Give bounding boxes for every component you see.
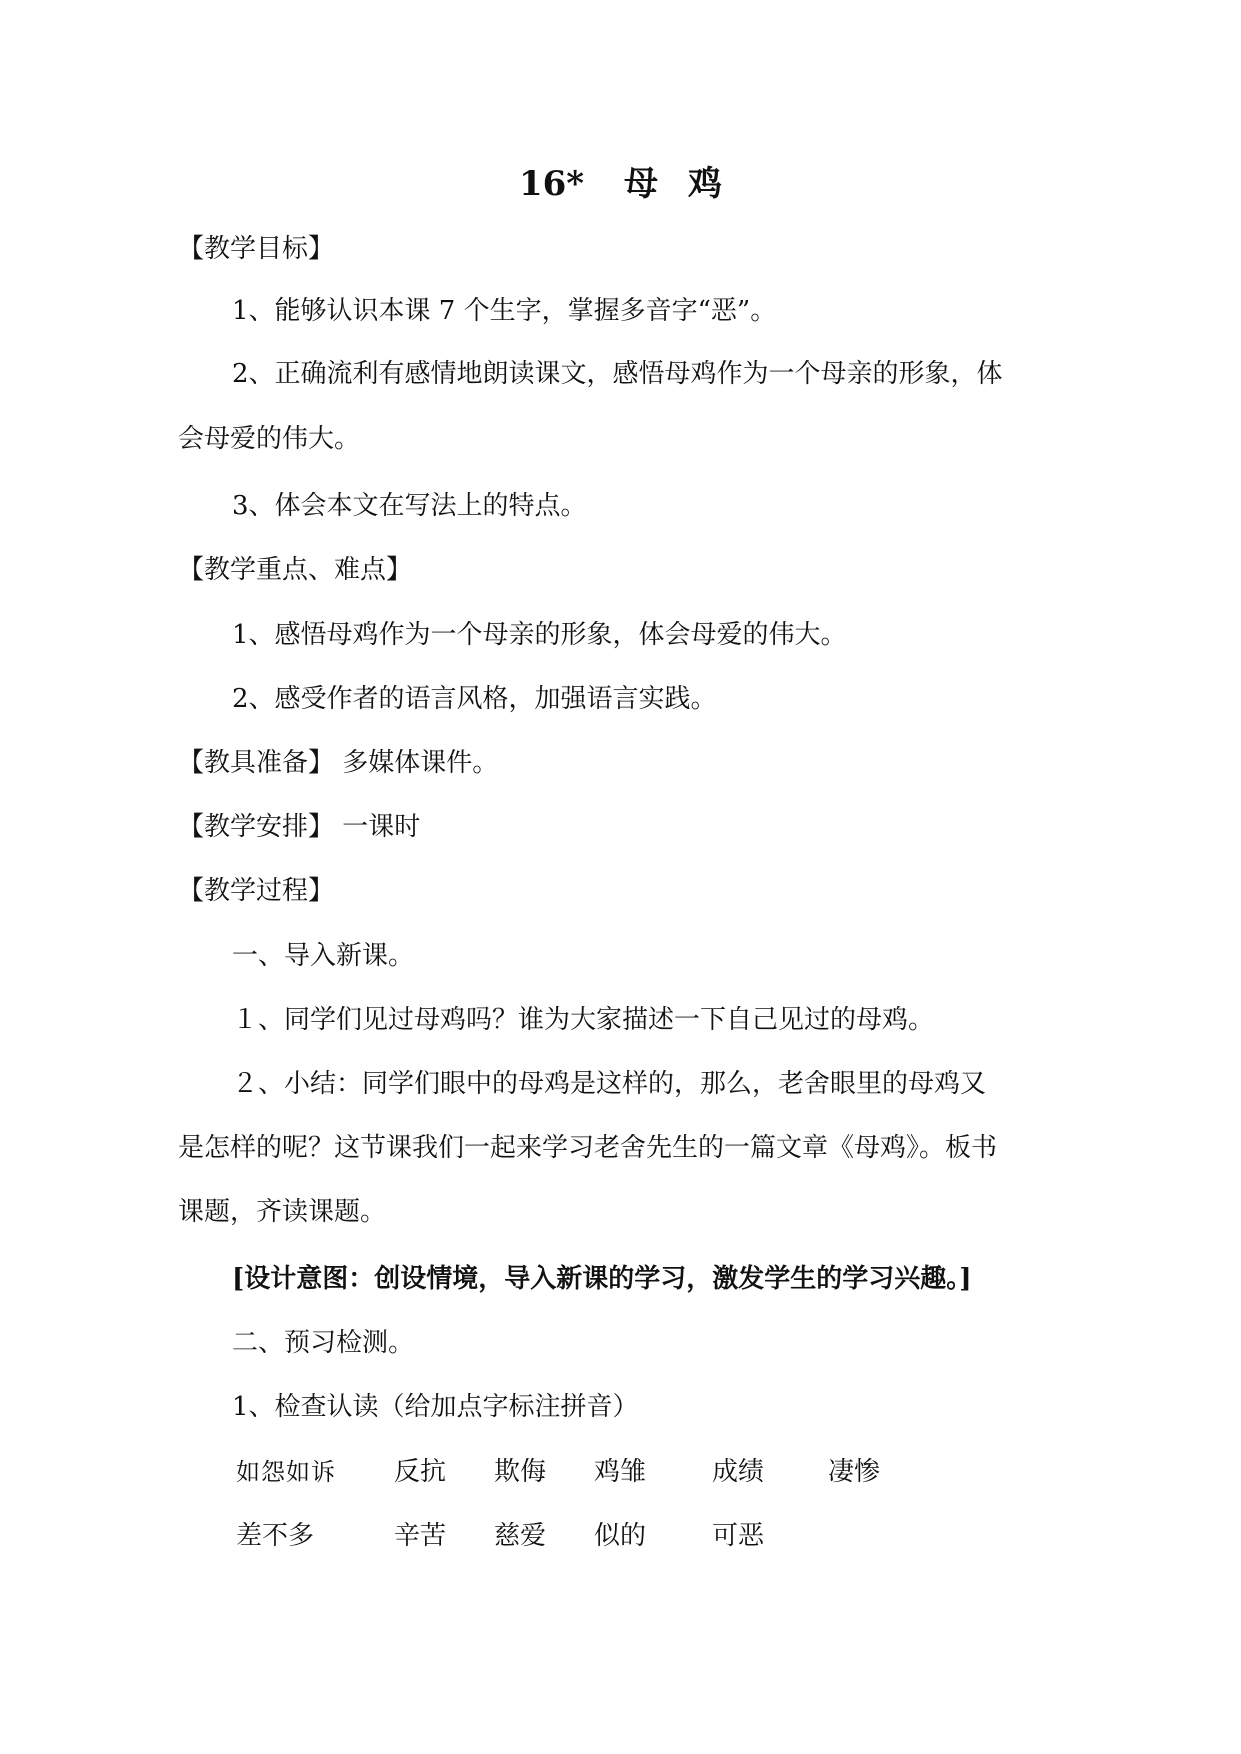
vocab-word: 欺侮 (494, 1457, 547, 1487)
title-word-1: 母 (624, 164, 659, 204)
key-points-heading: 【教学重点、难点】 (178, 555, 413, 585)
step-1-2-line-3: 课题，齐读课题。 (178, 1197, 387, 1227)
vocab-word: 辛苦 (394, 1521, 447, 1551)
key-point-1: 1、感悟母鸡作为一个母亲的形象，体会母爱的伟大。 (232, 620, 847, 650)
vocab-word: 反抗 (394, 1457, 447, 1487)
vocab-word: 成绩 (712, 1457, 765, 1487)
goals-heading: 【教学目标】 (178, 234, 335, 264)
process-heading: 【教学过程】 (178, 876, 335, 906)
design-intent: [设计意图：创设情境，导入新课的学习，激发学生的学习兴趣。] (232, 1264, 972, 1294)
step-1-1: １、同学们见过母鸡吗？谁为大家描述一下自己见过的母鸡。 (232, 1005, 935, 1035)
title-word-2: 鸡 (688, 164, 723, 204)
vocab-word: 慈爱 (494, 1521, 547, 1551)
vocab-word: 凄惨 (828, 1457, 881, 1487)
vocab-word: 差不多 (236, 1521, 315, 1551)
goal-3: 3、体会本文在写法上的特点。 (232, 491, 587, 521)
vocab-word: 可恶 (712, 1521, 765, 1551)
arrangement-line: 【教学安排】 一课时 (178, 812, 421, 842)
vocab-word: 鸡雏 (594, 1457, 647, 1487)
step-2-1: 1、检查认读（给加点字标注拼音） (232, 1392, 639, 1422)
step-1-2-line-2: 是怎样的呢？这节课我们一起来学习老舍先生的一篇文章《母鸡》。板书 (178, 1133, 998, 1163)
vocab-word: 似的 (594, 1521, 647, 1551)
title-number: 16* (518, 164, 585, 204)
vocab-word: 如怨如诉 (236, 1458, 336, 1486)
step-1: 一、导入新课。 (232, 941, 415, 971)
goal-2-line-1: 2、正确流利有感情地朗读课文，感悟母鸡作为一个母亲的形象，体 (232, 359, 1003, 389)
tools-line: 【教具准备】 多媒体课件。 (178, 748, 499, 778)
key-point-2: 2、感受作者的语言风格，加强语言实践。 (232, 684, 717, 714)
goal-2-line-2: 会母爱的伟大。 (178, 424, 361, 454)
page-title (0, 162, 1241, 206)
step-2: 二、预习检测。 (232, 1328, 415, 1358)
goal-1: 1、能够认识本课 7 个生字，掌握多音字“恶”。 (232, 296, 777, 326)
step-1-2-line-1: ２、小结：同学们眼中的母鸡是这样的，那么，老舍眼里的母鸡又 (232, 1069, 987, 1099)
